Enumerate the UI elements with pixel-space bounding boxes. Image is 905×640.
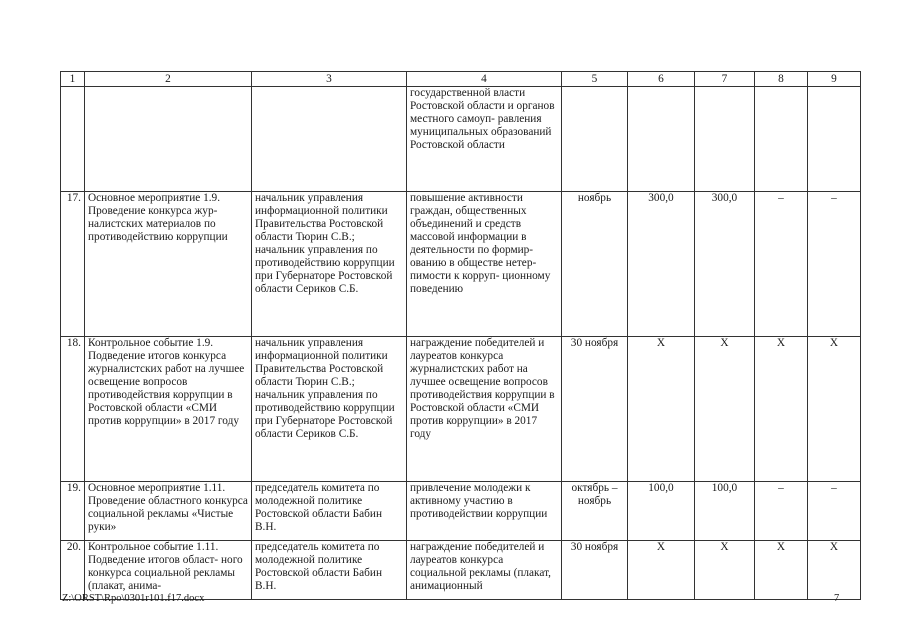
value-cell-9: – <box>808 192 861 337</box>
row-number <box>61 87 85 192</box>
measure-cell: Основное мероприятие 1.9. Проведение конкурса жур- налистских материалов по противодействию коррупции <box>85 192 252 337</box>
responsible-cell: председатель комитета по молодежной политике Ростовской области Бабин В.Н. <box>252 482 407 541</box>
term-cell: октябрь – ноябрь <box>562 482 628 541</box>
responsible-cell: председатель комитета по молодежной политике Ростовской области Бабин В.Н. <box>252 541 407 600</box>
value-cell-6: Х <box>628 541 695 600</box>
responsible-cell: начальник управления информационной политики Правительства Ростовской области Тюрин С.В.; начальник управления по противодействию коррупции при Губернаторе Ростовской области Сериков С.Б. <box>252 337 407 482</box>
row-number: 19. <box>61 482 85 541</box>
value-cell-7: 100,0 <box>695 482 755 541</box>
table-row <box>61 87 861 192</box>
row-number: 17. <box>61 192 85 337</box>
term-cell: 30 ноября <box>562 541 628 600</box>
result-cell: привлечение молодежи к активному участию в противодействии коррупции <box>407 482 562 541</box>
column-number-row <box>61 72 861 87</box>
value-cell-6: Х <box>628 337 695 482</box>
col-number-6: 6 <box>628 72 695 87</box>
col-number-1: 1 <box>61 72 85 87</box>
col-number-7: 7 <box>695 72 755 87</box>
value-cell-6 <box>628 87 695 192</box>
measure-cell <box>85 87 252 192</box>
col-number-3: 3 <box>252 72 407 87</box>
page-number: 7 <box>834 593 840 604</box>
value-cell-8: – <box>755 192 808 337</box>
value-cell-6: 100,0 <box>628 482 695 541</box>
program-table <box>60 71 861 600</box>
responsible-cell: начальник управления информационной политики Правительства Ростовской области Тюрин С.В.; начальник управления по противодействию коррупции при Губернаторе Ростовской области Сериков С.Б. <box>252 192 407 337</box>
col-number-4: 4 <box>407 72 562 87</box>
term-cell: 30 ноября <box>562 337 628 482</box>
table-row <box>61 482 861 541</box>
col-number-8: 8 <box>755 72 808 87</box>
value-cell-8: Х <box>755 337 808 482</box>
result-cell: повышение активности граждан, общественных объединений и средств массовой информации в деятельности по формир- ованию в обществе нетер- пимости к корруп- ционному поведению <box>407 192 562 337</box>
row-number: 18. <box>61 337 85 482</box>
value-cell-8 <box>755 87 808 192</box>
value-cell-9: Х <box>808 541 861 600</box>
value-cell-8: Х <box>755 541 808 600</box>
value-cell-7: Х <box>695 337 755 482</box>
result-cell: государственной власти Ростовской области и органов местного самоуп- равления муниципальных образований Ростовской области <box>407 87 562 192</box>
value-cell-9: – <box>808 482 861 541</box>
value-cell-8: – <box>755 482 808 541</box>
col-number-5: 5 <box>562 72 628 87</box>
value-cell-9 <box>808 87 861 192</box>
result-cell: награждение победителей и лауреатов конкурса журналистских работ на лучшее освещение вопросов противодействия коррупции в Ростовской области «СМИ против коррупции» в 2017 году <box>407 337 562 482</box>
col-number-2: 2 <box>85 72 252 87</box>
table-row <box>61 192 861 337</box>
value-cell-7 <box>695 87 755 192</box>
value-cell-6: 300,0 <box>628 192 695 337</box>
row-number: 20. <box>61 541 85 600</box>
value-cell-7: 300,0 <box>695 192 755 337</box>
measure-cell: Контрольное событие 1.9. Подведение итогов конкурса журналистских работ на лучшее освещение вопросов противодействия коррупции в Ростовской области «СМИ против коррупции» в 2017 году <box>85 337 252 482</box>
value-cell-7: Х <box>695 541 755 600</box>
measure-cell: Основное мероприятие 1.11. Проведение областного конкурса социальной рекламы «Чистые руки» <box>85 482 252 541</box>
col-number-9: 9 <box>808 72 861 87</box>
file-path-footer: Z:\ORST\Rpo\0301r101.f17.docx <box>62 593 205 604</box>
table-row <box>61 337 861 482</box>
term-cell <box>562 87 628 192</box>
value-cell-9: Х <box>808 337 861 482</box>
measure-cell: Контрольное событие 1.11. Подведение итогов област- ного конкурса социальной рекламы (плакат, анима- <box>85 541 252 600</box>
table-row <box>61 541 861 600</box>
responsible-cell <box>252 87 407 192</box>
result-cell: награждение победителей и лауреатов конкурса социальной рекламы (плакат, анимационный <box>407 541 562 600</box>
term-cell: ноябрь <box>562 192 628 337</box>
